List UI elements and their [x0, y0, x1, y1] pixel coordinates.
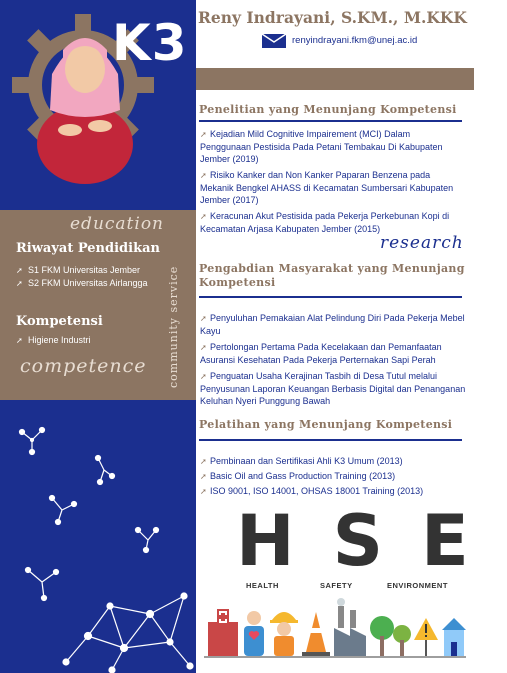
bullet-arrow-icon: ➚	[16, 266, 23, 275]
bullet-arrow-icon: ➚	[200, 472, 207, 481]
house-icon	[442, 618, 466, 656]
hse-icons-illustration	[204, 596, 466, 662]
bullet-arrow-icon: ➚	[200, 457, 207, 466]
training-item: ➚ Pembinaan dan Sertifikasi Ahli K3 Umum (2013)	[200, 456, 403, 466]
education-title: Riwayat Pendidikan	[16, 241, 160, 256]
bullet-arrow-icon: ➚	[200, 487, 207, 496]
service-rule	[199, 296, 462, 298]
research-item: ➚ Kejadian Mild Cognitive Impairement (MCI) Dalam Penggunaan Pestisida Pada Petani Tembakau Di Kabupaten Jember (2019)	[200, 129, 443, 164]
research-rule	[199, 120, 462, 122]
competence-title: Kompetensi	[16, 314, 103, 329]
bullet-arrow-icon: ➚	[200, 212, 207, 221]
competence-item: ➚ Higiene Industri	[16, 335, 91, 345]
hse-health-label: HEALTH	[246, 581, 279, 590]
service-list	[200, 312, 466, 407]
training-rule	[199, 439, 462, 441]
network-decoration	[0, 400, 196, 673]
research-list	[200, 128, 462, 235]
safety-helmet-icon	[270, 612, 298, 656]
bullet-arrow-icon: ➚	[200, 314, 207, 323]
bullet-arrow-icon: ➚	[200, 372, 207, 381]
education-word: education	[70, 214, 164, 234]
research-title: Penelitian yang Menunjang Kompetensi	[199, 103, 457, 116]
bullet-arrow-icon: ➚	[200, 171, 207, 180]
hse-letters: HSE	[236, 500, 507, 582]
education-list	[16, 265, 166, 288]
competence-list	[16, 335, 166, 345]
competence-word: competence	[20, 355, 147, 377]
hospital-icon	[208, 610, 238, 656]
profile-photo	[30, 14, 140, 164]
traffic-cone-icon	[302, 612, 330, 656]
training-title: Pelatihan yang Menunjang Kompetensi	[199, 418, 453, 431]
community-service-vertical: community service	[167, 265, 180, 388]
training-item: ➚ ISO 9001, ISO 14001, OHSAS 18001 Training (2013)	[200, 486, 424, 496]
email-address[interactable]: renyindrayani.fkm@unej.ac.id	[292, 35, 418, 46]
tree-icon	[370, 616, 411, 656]
service-item: ➚ Penguatan Usaha Kerajinan Tasbih di Desa Tutul melalui Penyusunan Laporan Keuangan Berbasis Digital dan Penanganan Keluhan Nyeri Punggung Bawah	[200, 371, 466, 406]
envelope-icon	[262, 34, 286, 48]
education-item: ➚ S2 FKM Universitas Airlangga	[16, 278, 148, 288]
factory-icon	[334, 598, 366, 656]
training-list	[200, 455, 462, 498]
research-word: research	[380, 233, 464, 253]
research-item: ➚ Risiko Kanker dan Non Kanker Paparan Benzena pada Mekanik Bengkel AHASS di Kecamatan Sumbersari Kabupaten Jember (2017)	[200, 170, 454, 205]
person-name: Reny Indrayani, S.KM., M.KKK	[198, 8, 467, 27]
service-item: ➚ Pertolongan Pertama Pada Kecelakaan dan Pemanfaatan Asuransi Kesehatan Pada Pekerja Perternakan Sapi Perah	[200, 342, 442, 365]
bullet-arrow-icon: ➚	[16, 279, 23, 288]
service-title: Pengabdian Masyarakat yang Menunjang Kompetensi	[199, 262, 465, 289]
hse-environment-label: ENVIRONMENT	[387, 581, 448, 590]
training-item: ➚ Basic Oil and Gass Production Training (2013)	[200, 471, 396, 481]
bullet-arrow-icon: ➚	[200, 343, 207, 352]
research-item: ➚ Keracunan Akut Pestisida pada Pekerja Perkebunan Kopi di Kecamatan Arjasa Kabupaten Jember (2015)	[200, 211, 450, 234]
service-item: ➚ Penyuluhan Pemakaian Alat Pelindung Diri Pada Pekerja Mebel Kayu	[200, 313, 465, 336]
warning-sign-icon	[414, 618, 438, 656]
bullet-arrow-icon: ➚	[200, 130, 207, 139]
education-item: ➚ S1 FKM Universitas Jember	[16, 265, 141, 275]
bullet-arrow-icon: ➚	[16, 336, 23, 345]
k3-logo-text: K3	[112, 14, 188, 72]
health-worker-icon	[244, 611, 264, 656]
header-divider-band	[196, 68, 474, 90]
hse-safety-label: SAFETY	[320, 581, 353, 590]
